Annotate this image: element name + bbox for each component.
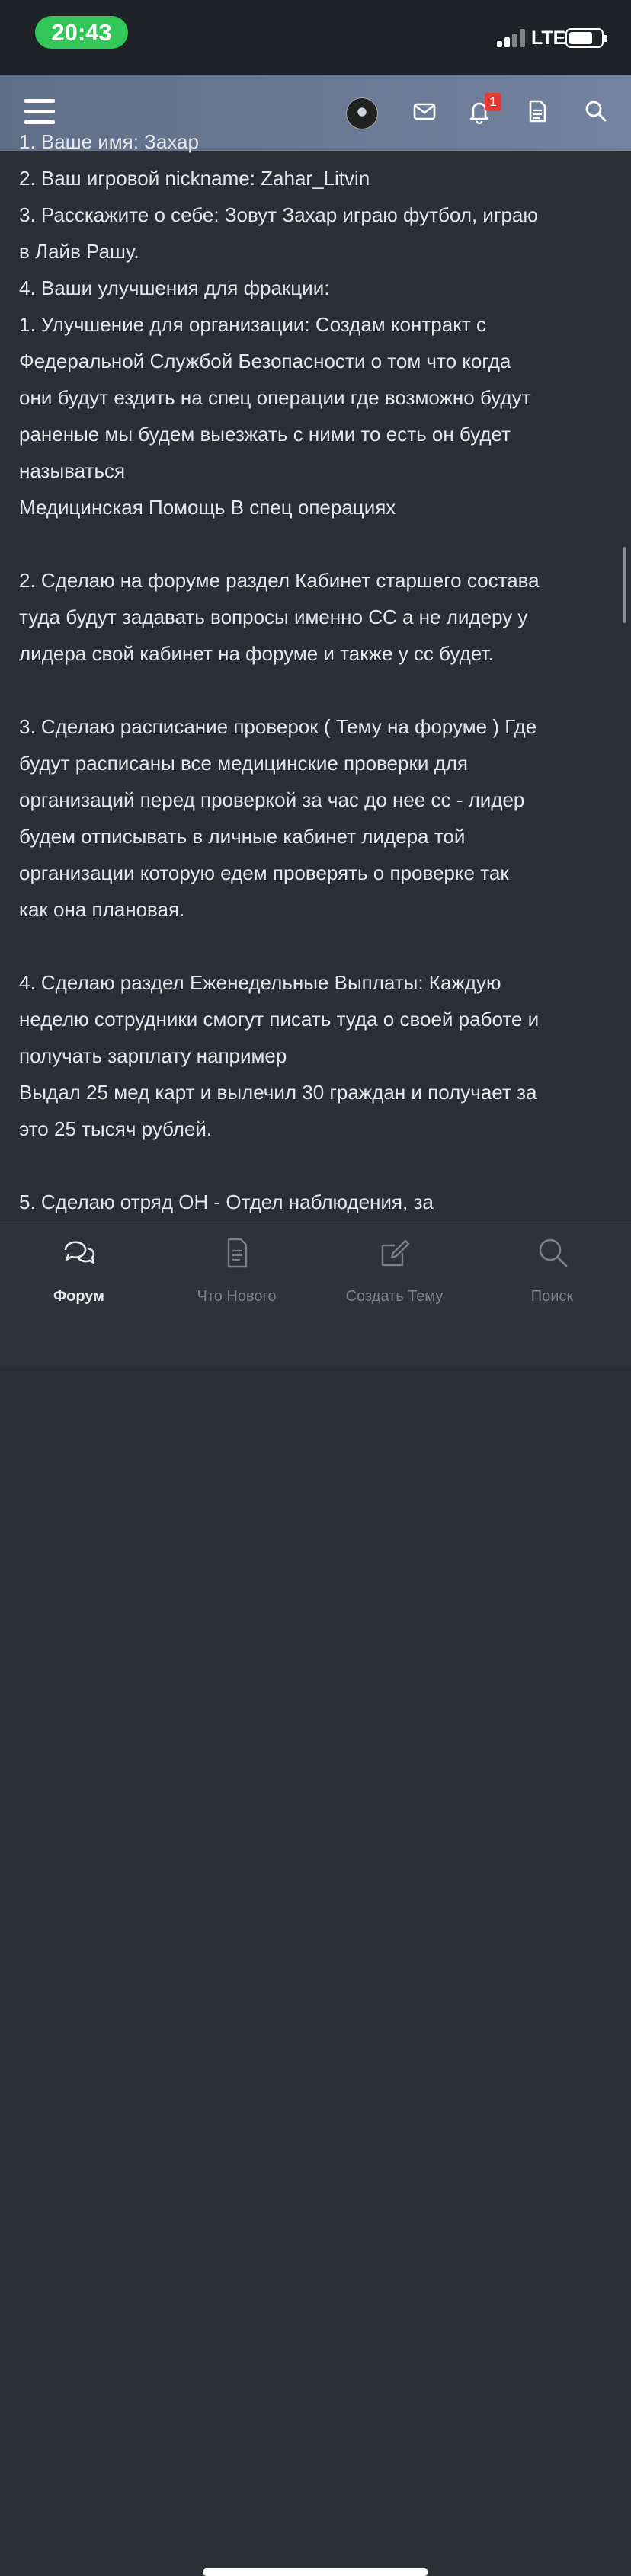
post-text-line: Федеральной Службой Безопасности о том что когда [19, 350, 511, 372]
tab-label: Форум [53, 1288, 104, 1305]
search-icon[interactable] [581, 96, 611, 126]
status-time: 20:43 [35, 16, 128, 49]
signal-icon [497, 29, 526, 47]
post-text-line: 3. Сделаю расписание проверок ( Тему на форуме ) Где [19, 715, 537, 738]
forum-icon [61, 1235, 98, 1271]
post-text-line [19, 672, 613, 708]
post-text-line: 2. Сделаю на форуме раздел Кабинет старшего состава [19, 569, 540, 592]
search-icon [534, 1235, 571, 1271]
post-text-line: 1. Ваше имя: Захар [19, 130, 199, 153]
post-text-line: 4. Сделаю раздел Еженедельные Выплаты: Каждую [19, 971, 501, 994]
home-indicator[interactable] [203, 2568, 428, 2576]
post-text-line: Выдал 25 мед карт и вылечил 30 граждан и получает за [19, 1081, 537, 1104]
carrier-label: LTE [531, 27, 566, 49]
new-posts-icon[interactable] [522, 96, 553, 126]
post-text-line [19, 928, 613, 964]
edit-icon [376, 1235, 413, 1271]
tab-forum[interactable] [0, 1235, 158, 1306]
tab-search[interactable] [473, 1235, 631, 1306]
scrollbar[interactable] [623, 547, 626, 623]
document-icon [219, 1235, 255, 1271]
post-text-line [19, 1147, 613, 1184]
post-text-line: в Лайв Рашу. [19, 240, 139, 263]
post-content [0, 130, 631, 1222]
post-text-line: 3. Расскажите о себе: Зовут Захар играю футбол, играю [19, 203, 538, 226]
post-text-line: будут расписаны все медицинские проверки для [19, 752, 469, 775]
post-text-line: 2. Ваш игровой nickname: Zahar_Litvin [19, 167, 370, 190]
tab-label: Поиск [530, 1288, 574, 1305]
post-text-line: будем отписывать в личные кабинет лидера той [19, 825, 466, 848]
post-text-line: 4. Ваши улучшения для фракции: [19, 276, 330, 299]
bottom-tab-bar [0, 1222, 631, 1366]
post-text-line [19, 526, 613, 562]
tab-create-thread[interactable] [316, 1235, 473, 1306]
post-text-line: это 25 тысяч рублей. [19, 1117, 213, 1140]
post-text-line: неделю сотрудники смогут писать туда о своей работе и [19, 1008, 540, 1031]
post-text-line: 1. Улучшение для организации: Создам контракт с [19, 313, 487, 336]
status-bar [0, 0, 631, 75]
post-text-line: туда будут задавать вопросы именно СС а не лидеру у [19, 606, 528, 628]
notification-badge: 1 [485, 93, 501, 111]
post-text-line: лидера свой кабинет на форуме и также у сс будет. [19, 642, 494, 665]
post-text-line: раненые мы будем выезжать с ними то есть он будет [19, 423, 511, 446]
post-text-line: они будут ездить на спец операции где возможно будут [19, 386, 531, 409]
post-text-line: называться [19, 459, 126, 482]
post-text-line: организаций перед проверкой за час до нее сс - лидер [19, 788, 525, 811]
post-text-line: организации которую едем проверять о проверке так [19, 861, 509, 884]
tab-label: Создать Тему [345, 1288, 444, 1305]
post-body [19, 123, 613, 1220]
battery-icon [565, 28, 604, 48]
post-text-line: как она плановая. [19, 898, 185, 921]
post-text-line: 5. Сделаю отряд ОН - Отдел наблюдения, за [19, 1191, 434, 1213]
tab-label: Что Нового [197, 1288, 277, 1305]
tab-whats-new[interactable] [158, 1235, 316, 1306]
post-text-line: Медицинская Помощь В спец операциях [19, 496, 396, 519]
menu-icon[interactable] [24, 99, 55, 125]
post-text-line: получать зарплату например [19, 1044, 287, 1067]
mail-icon[interactable] [409, 96, 440, 126]
